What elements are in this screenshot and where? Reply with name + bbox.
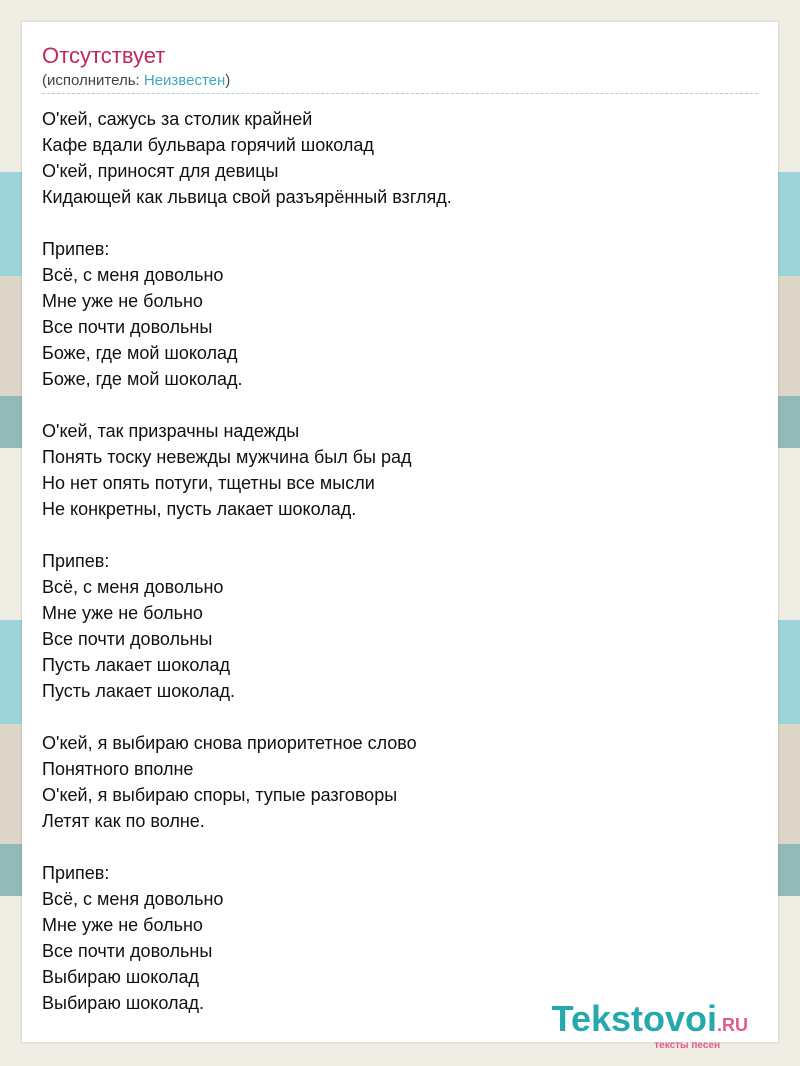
artist-suffix: ) [225, 72, 231, 89]
lyrics-card [22, 22, 778, 1051]
artist-line [42, 72, 230, 89]
artist-link[interactable]: Неизвестен [143, 72, 226, 89]
logo-name: Tekstovoi [551, 998, 717, 1039]
artist-prefix: (исполнитель: [42, 72, 144, 89]
logo-wordmark [552, 1000, 748, 1044]
lyrics-text: O'кей, сажусь за столик крайней Кафе вдали бульвара горячий шоколад O'кей, приносят для девицы Кидающей как львица свой разъярённый взгляд. Припев: Всё, с меня довольно Мне уже не больно Все почти довольны Боже, где мой шоколад Боже, где мой шоколад. O'кей, так призрачны надежды Понять тоску невежды мужчина был бы рад Но нет опять потуги, тщетны все мысли Не конкретны, пусть лакает шоколад. Припев: Всё, с меня довольно Мне уже не больно Все почти довольны Пусть лакает шоколад Пусть лакает шоколад. O'кей, я выбираю снова приоритетное слово Понятного вполне O'кей, я выбираю споры, тупые разговоры Летят как по волне. Припев: Всё, с меня довольно Мне уже не больно Все почти довольны Выбираю шоколад Выбираю шоколад. [42, 109, 452, 1013]
dashed-divider [42, 93, 758, 94]
song-title: Отсутствует [42, 43, 166, 68]
logo-tld: .RU [717, 1015, 748, 1035]
logo-tagline: тексты песен [654, 1040, 720, 1051]
site-logo[interactable] [552, 1000, 748, 1051]
